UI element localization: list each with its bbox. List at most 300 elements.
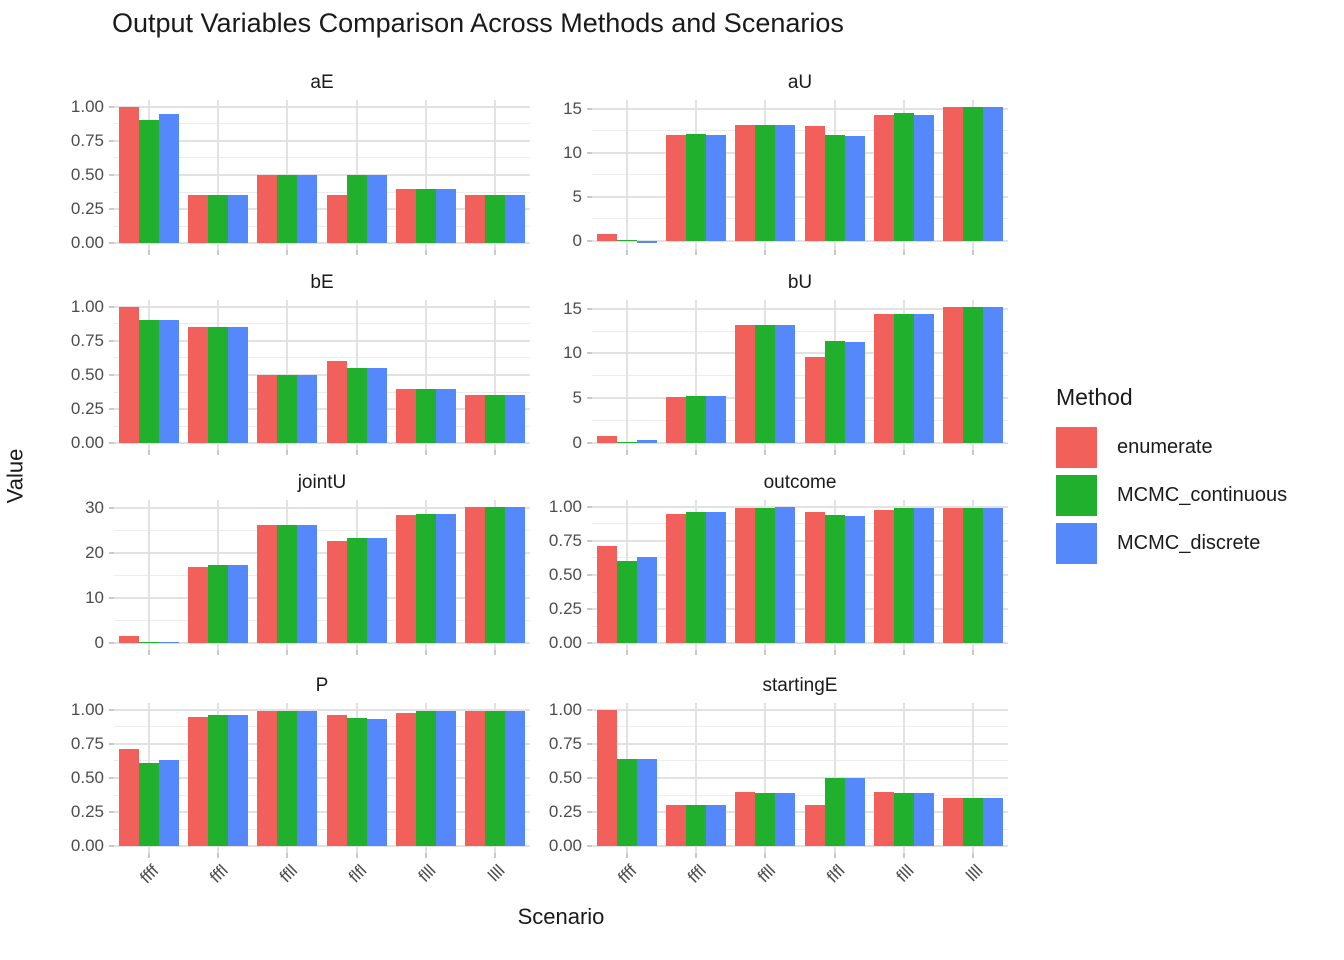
bar bbox=[139, 120, 159, 243]
bar bbox=[159, 320, 179, 443]
x-axis-tick bbox=[494, 250, 496, 255]
y-axis-title: Value bbox=[2, 448, 28, 504]
bar bbox=[755, 325, 775, 443]
y-axis-tick bbox=[109, 777, 114, 779]
bar bbox=[188, 567, 208, 644]
y-axis-tick bbox=[587, 352, 592, 354]
facet-strip-label: aU bbox=[787, 72, 813, 93]
x-axis-tick bbox=[425, 250, 427, 255]
x-tick-label: llll bbox=[484, 861, 509, 886]
facet-panel bbox=[114, 300, 530, 450]
bar bbox=[257, 375, 277, 443]
bar bbox=[775, 125, 795, 241]
x-axis-tick bbox=[695, 853, 697, 858]
x-tick-label: fffl bbox=[683, 861, 710, 887]
bar bbox=[597, 436, 617, 443]
x-axis-tick bbox=[764, 650, 766, 655]
bar bbox=[943, 107, 963, 241]
facet-panel bbox=[114, 703, 530, 853]
bar bbox=[436, 514, 456, 644]
bar bbox=[775, 507, 795, 643]
facet-strip-label: bU bbox=[787, 272, 813, 293]
x-axis-tick bbox=[972, 250, 974, 255]
x-axis-tick bbox=[626, 450, 628, 455]
x-axis-tick bbox=[695, 450, 697, 455]
bar bbox=[188, 327, 208, 443]
y-axis-tick bbox=[587, 574, 592, 576]
bar bbox=[277, 711, 297, 846]
bar bbox=[845, 778, 865, 846]
bar bbox=[297, 711, 317, 846]
legend-item-label: MCMC_continuous bbox=[1117, 484, 1288, 506]
bar bbox=[597, 546, 617, 643]
bar bbox=[188, 195, 208, 243]
y-axis-tick bbox=[109, 442, 114, 444]
bar bbox=[228, 327, 248, 443]
x-tick-label: ffff bbox=[135, 861, 163, 888]
bar bbox=[983, 798, 1003, 846]
bar bbox=[257, 525, 277, 643]
y-tick-label: 20 bbox=[85, 543, 104, 563]
y-axis-tick bbox=[587, 108, 592, 110]
bar bbox=[119, 636, 139, 643]
y-axis-tick bbox=[109, 306, 114, 308]
y-axis-tick bbox=[109, 208, 114, 210]
y-axis-tick bbox=[109, 642, 114, 644]
bar bbox=[119, 749, 139, 846]
bar bbox=[436, 389, 456, 444]
y-axis-tick bbox=[109, 743, 114, 745]
bar bbox=[825, 515, 845, 643]
y-tick-label: 0.75 bbox=[70, 130, 104, 150]
y-tick-label: 0.50 bbox=[70, 365, 104, 384]
x-axis-tick bbox=[972, 650, 974, 655]
bar bbox=[845, 136, 865, 241]
x-tick-label: flfl bbox=[822, 861, 849, 887]
bar bbox=[208, 327, 228, 443]
x-axis-tick bbox=[903, 450, 905, 455]
y-axis-tick bbox=[587, 642, 592, 644]
bar bbox=[436, 189, 456, 244]
bar bbox=[159, 760, 179, 846]
bar bbox=[297, 525, 317, 643]
bar bbox=[396, 515, 416, 643]
bar bbox=[686, 396, 706, 444]
bar bbox=[825, 778, 845, 846]
bar bbox=[139, 642, 159, 643]
bar bbox=[327, 361, 347, 443]
x-axis-tick bbox=[903, 250, 905, 255]
bar bbox=[416, 514, 436, 644]
bar bbox=[208, 715, 228, 846]
x-axis-tick bbox=[148, 853, 150, 858]
bar bbox=[637, 759, 657, 846]
bar bbox=[228, 195, 248, 243]
bar bbox=[465, 507, 485, 643]
gridline-vertical bbox=[148, 500, 150, 650]
x-axis-tick bbox=[425, 853, 427, 858]
y-tick-label: 5 bbox=[572, 388, 582, 408]
x-axis-tick bbox=[217, 650, 219, 655]
facet-strip-label: P bbox=[315, 675, 329, 696]
bar bbox=[396, 713, 416, 847]
x-axis-title: Scenario bbox=[517, 904, 605, 929]
y-axis-tick bbox=[109, 106, 114, 108]
bar bbox=[914, 314, 934, 443]
y-axis-tick bbox=[109, 811, 114, 813]
facet-panel bbox=[592, 500, 1008, 650]
bar bbox=[367, 175, 387, 243]
x-axis-tick bbox=[972, 450, 974, 455]
bar bbox=[983, 107, 1003, 241]
gridline-major bbox=[114, 106, 530, 108]
y-tick-label: 1.00 bbox=[70, 296, 104, 316]
bar bbox=[735, 792, 755, 847]
bar bbox=[505, 507, 525, 643]
y-tick-label: 15 bbox=[563, 298, 582, 318]
y-axis-tick bbox=[587, 743, 592, 745]
x-axis-tick bbox=[148, 450, 150, 455]
bar bbox=[367, 538, 387, 643]
facet-panel bbox=[592, 703, 1008, 853]
bar bbox=[208, 195, 228, 243]
bar bbox=[735, 508, 755, 643]
facet-strip-label: aE bbox=[310, 72, 334, 93]
y-axis-tick bbox=[587, 240, 592, 242]
bar bbox=[666, 514, 686, 644]
x-axis-tick bbox=[217, 853, 219, 858]
y-tick-label: 15 bbox=[563, 98, 582, 118]
y-tick-label: 1.00 bbox=[70, 96, 104, 116]
y-tick-label: 0.25 bbox=[70, 802, 104, 822]
legend bbox=[1056, 384, 1287, 571]
bar bbox=[188, 717, 208, 847]
bar bbox=[327, 715, 347, 846]
bar bbox=[874, 792, 894, 847]
bar bbox=[845, 342, 865, 443]
y-tick-label: 0 bbox=[572, 230, 582, 250]
bar bbox=[396, 389, 416, 444]
x-tick-label: ffll bbox=[275, 861, 301, 887]
bar bbox=[396, 189, 416, 244]
y-axis-tick bbox=[109, 242, 114, 244]
bar bbox=[914, 793, 934, 846]
y-axis-tick bbox=[587, 811, 592, 813]
bar bbox=[505, 711, 525, 846]
facet-strip-label: outcome bbox=[763, 472, 837, 493]
y-tick-label: 10 bbox=[563, 343, 582, 363]
bar bbox=[485, 195, 505, 243]
x-axis-tick bbox=[286, 450, 288, 455]
facet-panel bbox=[114, 500, 530, 650]
legend-title: Method bbox=[1056, 384, 1133, 410]
bar bbox=[297, 375, 317, 443]
y-axis-tick bbox=[587, 196, 592, 198]
bar bbox=[637, 241, 657, 243]
y-tick-label: 0.50 bbox=[70, 768, 104, 787]
x-axis-tick bbox=[425, 450, 427, 455]
bar bbox=[874, 314, 894, 443]
y-axis-tick bbox=[109, 408, 114, 410]
x-tick-label: ffff bbox=[613, 861, 641, 888]
bar bbox=[257, 175, 277, 243]
bar bbox=[347, 538, 367, 643]
bar bbox=[347, 368, 367, 443]
facet-strip-label: jointU bbox=[297, 472, 347, 493]
y-tick-label: 0.50 bbox=[548, 565, 582, 584]
bar bbox=[775, 793, 795, 846]
facet-panel bbox=[592, 300, 1008, 450]
bar bbox=[805, 357, 825, 443]
bar bbox=[874, 115, 894, 241]
y-tick-label: 0 bbox=[94, 633, 104, 653]
y-tick-label: 10 bbox=[563, 142, 582, 162]
legend-item-label: MCMC_discrete bbox=[1117, 532, 1261, 554]
x-axis-tick bbox=[903, 853, 905, 858]
bar bbox=[706, 135, 726, 241]
bar bbox=[277, 525, 297, 643]
gridline-minor bbox=[592, 726, 1008, 727]
bar bbox=[416, 711, 436, 846]
bar bbox=[963, 107, 983, 241]
x-axis-tick bbox=[626, 650, 628, 655]
facet-panel bbox=[114, 100, 530, 250]
x-axis-tick bbox=[834, 250, 836, 255]
y-axis-tick bbox=[587, 709, 592, 711]
bar bbox=[894, 508, 914, 643]
x-tick-label: ffll bbox=[753, 861, 779, 887]
bar bbox=[485, 507, 505, 643]
bar bbox=[597, 710, 617, 846]
x-axis-tick bbox=[286, 250, 288, 255]
x-axis-tick bbox=[148, 250, 150, 255]
x-axis-tick bbox=[834, 650, 836, 655]
x-axis-tick bbox=[834, 853, 836, 858]
x-axis-tick bbox=[903, 650, 905, 655]
y-axis-tick bbox=[109, 597, 114, 599]
x-tick-label: flll bbox=[892, 861, 918, 886]
bar bbox=[416, 389, 436, 444]
bar bbox=[983, 307, 1003, 443]
bar bbox=[637, 440, 657, 444]
x-axis-tick bbox=[356, 250, 358, 255]
y-tick-label: 1.00 bbox=[548, 496, 582, 516]
bar bbox=[297, 175, 317, 243]
x-axis-tick bbox=[494, 853, 496, 858]
x-axis-tick bbox=[286, 650, 288, 655]
bar bbox=[637, 557, 657, 643]
bar bbox=[805, 805, 825, 846]
bar bbox=[735, 125, 755, 241]
y-axis-tick bbox=[109, 507, 114, 509]
bar bbox=[686, 134, 706, 241]
bar bbox=[943, 798, 963, 846]
x-axis-tick bbox=[356, 450, 358, 455]
y-axis-title-container bbox=[0, 96, 30, 856]
x-axis-tick bbox=[356, 650, 358, 655]
legend-swatch bbox=[1056, 475, 1097, 516]
bar bbox=[485, 395, 505, 443]
y-axis-tick bbox=[587, 152, 592, 154]
y-axis-tick bbox=[109, 340, 114, 342]
bar bbox=[755, 508, 775, 643]
y-axis-tick bbox=[587, 308, 592, 310]
bar bbox=[617, 442, 637, 443]
x-axis-tick bbox=[695, 650, 697, 655]
bar bbox=[706, 805, 726, 846]
x-tick-label: fffl bbox=[205, 861, 232, 887]
bar bbox=[277, 375, 297, 443]
y-tick-label: 0.75 bbox=[548, 733, 582, 753]
x-axis-tick bbox=[494, 450, 496, 455]
y-tick-label: 0.00 bbox=[70, 233, 104, 253]
legend-swatch bbox=[1056, 427, 1097, 468]
bar bbox=[597, 234, 617, 241]
legend-item bbox=[1056, 427, 1287, 468]
bar bbox=[666, 135, 686, 241]
x-tick-label: flll bbox=[414, 861, 440, 886]
bar bbox=[139, 320, 159, 443]
legend-item bbox=[1056, 523, 1287, 564]
legend-item-label: enumerate bbox=[1117, 436, 1213, 458]
y-tick-label: 0.50 bbox=[70, 165, 104, 184]
y-tick-label: 0 bbox=[572, 433, 582, 453]
y-axis-tick bbox=[109, 374, 114, 376]
bar bbox=[963, 798, 983, 846]
y-axis-tick bbox=[587, 777, 592, 779]
y-tick-label: 0.75 bbox=[548, 530, 582, 550]
y-tick-label: 1.00 bbox=[548, 699, 582, 719]
bar bbox=[367, 368, 387, 443]
bar bbox=[139, 763, 159, 846]
bar bbox=[805, 126, 825, 241]
x-axis-tick bbox=[286, 853, 288, 858]
y-axis-tick bbox=[109, 709, 114, 711]
y-tick-label: 0.75 bbox=[70, 330, 104, 350]
y-tick-label: 0.25 bbox=[548, 599, 582, 619]
y-axis-tick bbox=[587, 540, 592, 542]
bar bbox=[228, 715, 248, 846]
bar bbox=[436, 711, 456, 846]
bar bbox=[666, 805, 686, 846]
gridline-vertical bbox=[626, 300, 628, 450]
bar bbox=[416, 189, 436, 244]
y-axis-tick bbox=[109, 845, 114, 847]
x-axis-tick bbox=[764, 450, 766, 455]
facet-panel bbox=[592, 100, 1008, 250]
bar bbox=[666, 397, 686, 444]
x-tick-label: llll bbox=[962, 861, 987, 886]
bar bbox=[894, 113, 914, 241]
x-axis-tick bbox=[764, 250, 766, 255]
bar bbox=[465, 395, 485, 443]
gridline-major bbox=[114, 306, 530, 308]
bar bbox=[735, 325, 755, 443]
y-axis-tick bbox=[109, 140, 114, 142]
bar bbox=[706, 396, 726, 444]
bar bbox=[159, 114, 179, 244]
bar bbox=[943, 508, 963, 643]
x-axis-tick bbox=[356, 853, 358, 858]
y-tick-label: 0.25 bbox=[70, 399, 104, 419]
bar bbox=[894, 314, 914, 443]
x-tick-label: flfl bbox=[344, 861, 371, 887]
y-tick-label: 0.50 bbox=[548, 768, 582, 787]
x-axis-tick bbox=[764, 853, 766, 858]
bar bbox=[914, 508, 934, 643]
y-tick-label: 5 bbox=[572, 186, 582, 206]
bar bbox=[755, 125, 775, 241]
legend-swatch bbox=[1056, 523, 1097, 564]
bar bbox=[367, 719, 387, 846]
y-axis-tick bbox=[587, 397, 592, 399]
gridline-major bbox=[592, 709, 1008, 711]
bar bbox=[617, 561, 637, 643]
bar bbox=[505, 395, 525, 443]
y-axis-tick bbox=[587, 506, 592, 508]
bar bbox=[327, 541, 347, 644]
y-tick-label: 1.00 bbox=[70, 699, 104, 719]
y-axis-tick bbox=[109, 552, 114, 554]
bar bbox=[825, 135, 845, 241]
y-axis-tick bbox=[587, 608, 592, 610]
bar bbox=[963, 508, 983, 643]
bar bbox=[119, 307, 139, 443]
bar bbox=[983, 508, 1003, 643]
y-axis-tick bbox=[587, 442, 592, 444]
bar bbox=[208, 565, 228, 643]
bar bbox=[894, 793, 914, 846]
bar bbox=[257, 711, 277, 846]
bar bbox=[347, 718, 367, 846]
bar bbox=[963, 307, 983, 443]
bar bbox=[617, 240, 637, 241]
bar bbox=[119, 107, 139, 243]
x-axis-tick bbox=[217, 450, 219, 455]
y-tick-label: 0.00 bbox=[70, 433, 104, 453]
y-tick-label: 0.25 bbox=[548, 802, 582, 822]
y-axis-tick bbox=[587, 845, 592, 847]
bar bbox=[805, 512, 825, 643]
bar bbox=[845, 516, 865, 643]
x-axis-tick bbox=[626, 853, 628, 858]
y-tick-label: 0.25 bbox=[70, 199, 104, 219]
bar bbox=[775, 325, 795, 443]
bar bbox=[914, 115, 934, 241]
bar bbox=[943, 307, 963, 443]
bar bbox=[617, 759, 637, 846]
y-tick-label: 0.00 bbox=[548, 633, 582, 653]
bar bbox=[347, 175, 367, 243]
x-axis-tick bbox=[148, 650, 150, 655]
x-axis-tick bbox=[695, 250, 697, 255]
x-axis-tick bbox=[217, 250, 219, 255]
y-axis-tick bbox=[109, 174, 114, 176]
y-tick-label: 0.75 bbox=[70, 733, 104, 753]
y-tick-label: 0.00 bbox=[548, 836, 582, 856]
x-axis-tick bbox=[972, 853, 974, 858]
bar bbox=[706, 512, 726, 643]
legend-items bbox=[1056, 427, 1287, 564]
bar bbox=[159, 642, 179, 643]
bar bbox=[686, 805, 706, 846]
chart-title: Output Variables Comparison Across Methods and Scenarios bbox=[112, 8, 844, 38]
x-axis-tick bbox=[626, 250, 628, 255]
facet-strip-label: bE bbox=[310, 272, 334, 293]
x-axis-tick bbox=[494, 650, 496, 655]
legend-item bbox=[1056, 475, 1287, 516]
bar bbox=[686, 512, 706, 643]
